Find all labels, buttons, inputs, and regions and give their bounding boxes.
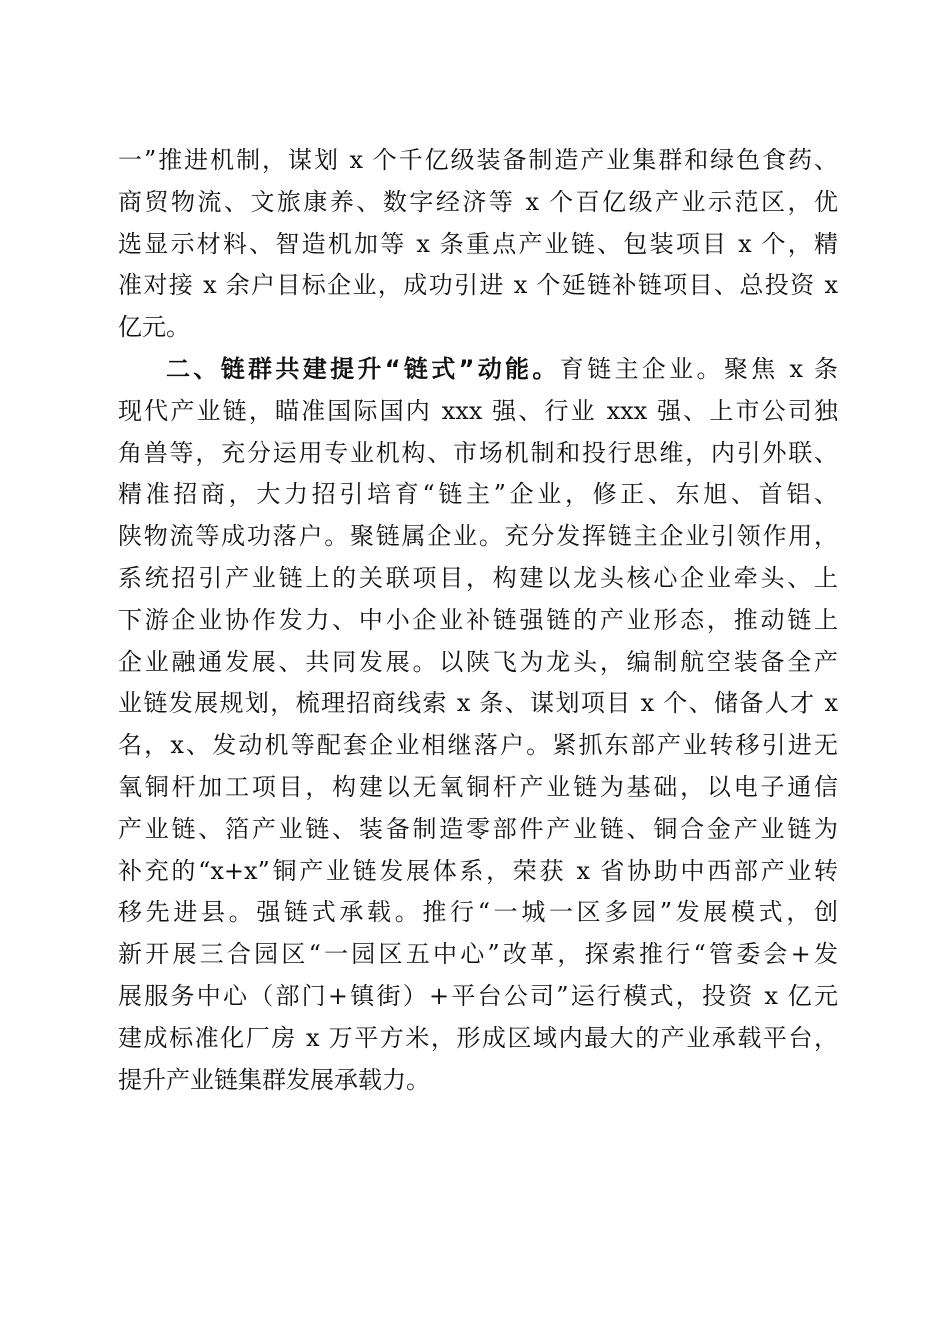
text-line: 精准招商，大力招引培育“链主”企业，修正、东旭、首铝、 (118, 480, 838, 509)
text-line: 展服务中心（部门+镇街）+平台公司”运行模式，投资 x 亿元 (118, 981, 838, 1010)
text-line: 现代产业链，瞄准国际国内 xxx 强、行业 xxx 强、上市公司独 (118, 396, 838, 425)
document-body (118, 140, 838, 1101)
text-line: 准对接 x 余户目标企业，成功引进 x 个延链补链项目、总投资 x (118, 271, 838, 300)
text-line: 企业融通发展、共同发展。以陕飞为龙头，编制航空装备全产 (118, 647, 838, 676)
text-line: 业链发展规划，梳理招商线索 x 条、谋划项目 x 个、储备人才 x (118, 689, 838, 718)
text-line: 选显示材料、智造机加等 x 条重点产业链、包装项目 x 个，精 (118, 229, 838, 258)
text-line: 移先进县。强链式承载。推行“一城一区多园”发展模式，创 (118, 898, 838, 927)
text-line: 产业链、箔产业链、装备制造零部件产业链、铜合金产业链为 (118, 814, 838, 843)
text-line: 系统招引产业链上的关联项目，构建以龙头核心企业牵头、上 (118, 563, 838, 592)
text-line: 陕物流等成功落户。聚链属企业。充分发挥链主企业引领作用， (118, 522, 838, 551)
text-line: 氧铜杆加工项目，构建以无氧铜杆产业链为基础，以电子通信 (118, 772, 838, 801)
paragraph-2 (118, 349, 838, 1101)
text-line: 一”推进机制，谋划 x 个千亿级装备制造产业集群和绿色食药、 (118, 146, 838, 174)
text-line: 下游企业协作发力、中小企业补链强链的产业形态，推动链上 (118, 605, 838, 634)
text-line: 名，x、发动机等配套企业相继落户。紧抓东部产业转移引进无 (118, 731, 838, 760)
text-line: 角兽等，充分运用专业机构、市场机制和投行思维，内引外联、 (118, 438, 838, 467)
text-run: 育链主企业。聚焦 x 条 (559, 354, 839, 383)
text-line: 提升产业链集群发展承载力。 (118, 1065, 430, 1094)
text-line: 亿元。 (118, 313, 190, 342)
text-line: 新开展三合园区“一园区五中心”改革，探索推行“管委会+发 (118, 940, 838, 969)
paragraph-1 (118, 140, 838, 349)
text-line: 商贸物流、文旅康养、数字经济等 x 个百亿级产业示范区，优 (118, 187, 838, 216)
paragraph-2-first-line (118, 349, 838, 391)
text-line: 建成标准化厂房 x 万平方米，形成区域内最大的产业承载平台， (118, 1023, 838, 1052)
section-heading: 二、链群共建提升“链式”动能。 (166, 354, 560, 383)
text-line: 补充的“x+x”铜产业链发展体系，荣获 x 省协助中西部产业转 (118, 856, 838, 885)
